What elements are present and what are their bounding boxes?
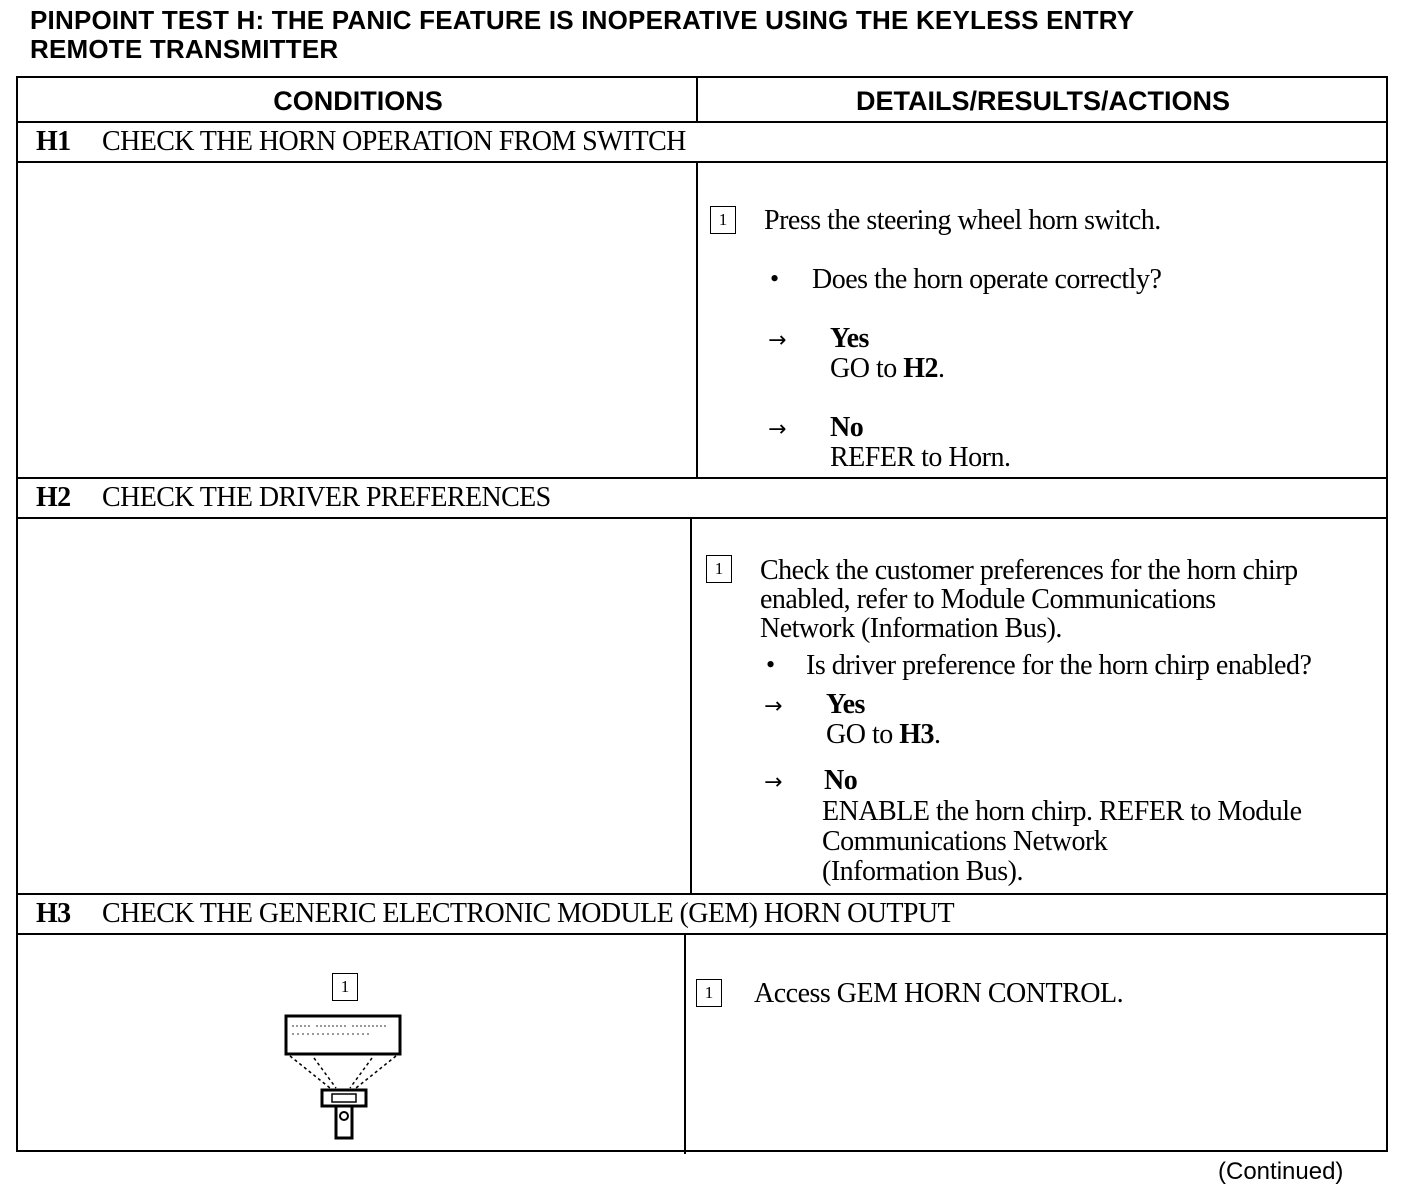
step-h1-no-action: REFER to Horn. — [830, 442, 1011, 473]
step-h3-id: H3 — [36, 898, 71, 929]
diagram-step-number-box: 1 — [332, 973, 358, 1001]
step-h2-question: Is driver preference for the horn chirp enabled? — [806, 650, 1312, 681]
title-line-2: REMOTE TRANSMITTER — [30, 34, 339, 64]
step-h3-number-box: 1 — [696, 979, 722, 1007]
column-divider — [684, 933, 686, 1154]
yes-target: H3 — [899, 719, 935, 750]
step-h2-heading — [36, 478, 551, 518]
yes-suffix: . — [938, 353, 945, 384]
step-h1-action: Press the steering wheel horn switch. — [764, 205, 1161, 236]
step-h2-no-label: No — [824, 765, 858, 796]
page-title — [30, 6, 1390, 64]
step-h2-yes-label: Yes — [826, 689, 865, 720]
arrow-right-icon: → — [768, 417, 787, 442]
bullet-icon: • — [770, 264, 779, 293]
column-divider — [690, 517, 692, 893]
action-line: Network (Information Bus). — [760, 613, 1062, 644]
column-divider — [696, 161, 698, 477]
pinpoint-test-table — [16, 76, 1388, 1152]
no-action-line: Communications Network — [822, 826, 1108, 857]
step-h2-yes-action — [826, 720, 941, 750]
no-action-line: ENABLE the horn chirp. REFER to Module — [822, 796, 1302, 827]
step-h2-number-box: 1 — [706, 555, 732, 583]
step-h2-action — [760, 556, 1298, 643]
step-h1-yes-label: Yes — [830, 323, 869, 354]
step-h1-no-label: No — [830, 412, 864, 443]
step-h1-title: CHECK THE HORN OPERATION FROM SWITCH — [102, 126, 686, 157]
bullet-icon: • — [766, 650, 775, 679]
step-h1-question: Does the horn operate correctly? — [812, 264, 1162, 295]
title-line-1: PINPOINT TEST H: THE PANIC FEATURE IS INOPERATIVE USING THE KEYLESS ENTRY — [30, 5, 1135, 35]
step-h2-title: CHECK THE DRIVER PREFERENCES — [102, 482, 551, 513]
yes-action-prefix: GO to — [826, 719, 900, 750]
step-h2-id: H2 — [36, 482, 71, 513]
action-line: Check the customer preferences for the horn chirp — [760, 555, 1298, 586]
continued-label: (Continued) — [1218, 1158, 1344, 1185]
step-h2-no-action — [822, 797, 1302, 887]
arrow-right-icon: → — [768, 328, 787, 353]
no-action-line: (Information Bus). — [822, 856, 1023, 887]
step-h1-yes-action — [830, 354, 945, 384]
step-h3-heading — [36, 894, 954, 934]
arrow-right-icon: → — [764, 694, 783, 719]
yes-action-prefix: GO to — [830, 353, 904, 384]
step-h1-heading — [36, 122, 686, 162]
conditions-column-header: CONDITIONS — [273, 86, 443, 116]
yes-target: H2 — [903, 353, 939, 384]
arrow-right-icon: → — [764, 770, 783, 795]
step-h1-number-box: 1 — [710, 206, 736, 234]
scan-tool-connector-icon — [280, 1010, 410, 1142]
step-h3-action: Access GEM HORN CONTROL. — [754, 978, 1124, 1009]
details-column-header: DETAILS/RESULTS/ACTIONS — [855, 86, 1230, 116]
step-h1-id: H1 — [36, 126, 71, 157]
yes-suffix: . — [934, 719, 941, 750]
action-line: enabled, refer to Module Communications — [760, 584, 1216, 615]
column-divider — [696, 78, 698, 121]
step-h3-title: CHECK THE GENERIC ELECTRONIC MODULE (GEM) HORN OUTPUT — [102, 898, 954, 929]
